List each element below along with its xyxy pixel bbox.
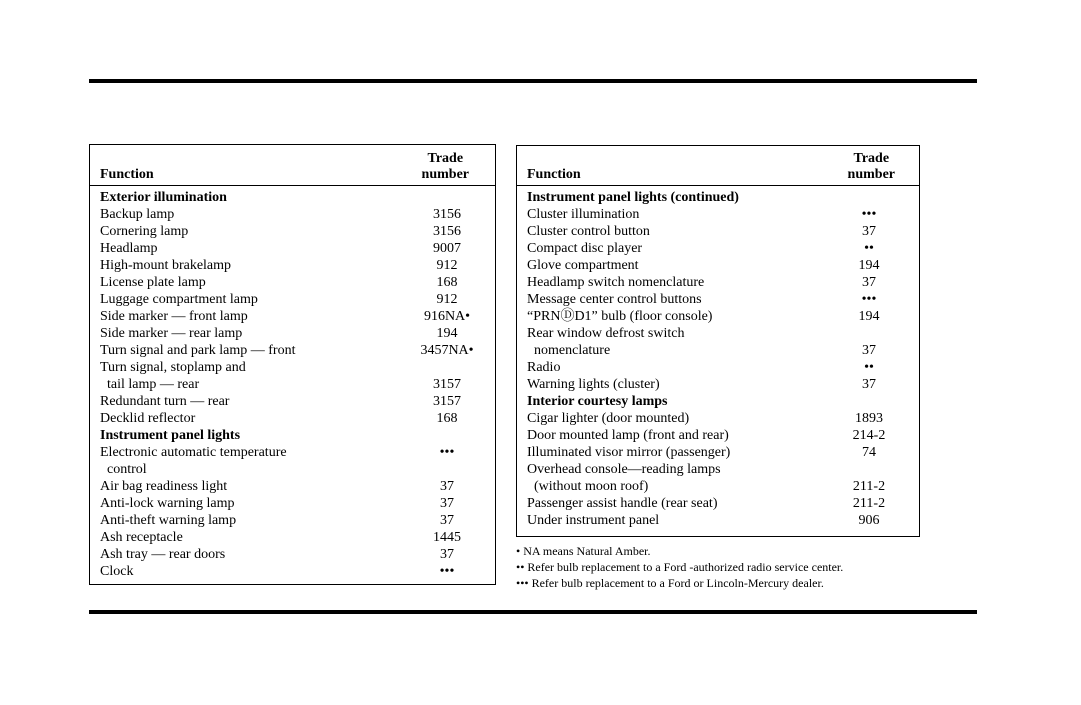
function-cell: Under instrument panel: [527, 513, 660, 528]
function-cell: Turn signal, stoplamp and: [100, 360, 246, 375]
table-row: [517, 206, 919, 223]
table-row: [517, 240, 919, 257]
function-cell: Cluster control button: [527, 224, 650, 239]
trade-number-cell: 194: [858, 258, 880, 273]
bulb-table-right: [516, 145, 920, 537]
bottom-rule: [89, 610, 977, 614]
trade-number-header: Trade number: [847, 151, 895, 182]
trade-number-cell: [819, 189, 919, 206]
trade-number-cell: 1893: [855, 411, 883, 426]
table-row: [90, 325, 495, 342]
trade-number-cell: 912: [436, 258, 458, 273]
trade-number-cell: 168: [436, 411, 458, 426]
trade-number-cell: •••: [439, 564, 455, 579]
table-row: [517, 325, 919, 342]
footnote: •• Refer bulb replacement to a Ford -authorized radio service center.: [516, 560, 844, 574]
function-cell: Backup lamp: [100, 207, 175, 222]
trade-number-cell: 37: [862, 275, 876, 290]
table-row: [90, 563, 495, 580]
table-row: [517, 342, 919, 359]
function-cell: High-mount brakelamp: [100, 258, 232, 273]
function-cell: Electronic automatic temperature: [100, 445, 287, 460]
function-cell: Headlamp switch nomenclature: [527, 275, 705, 290]
function-cell: Ash tray — rear doors: [100, 547, 226, 562]
table-row: [517, 376, 919, 393]
function-cell: (without moon roof): [534, 479, 649, 494]
function-cell: control: [107, 462, 147, 477]
function-cell: Compact disc player: [527, 241, 643, 256]
trade-number-cell: 3156: [433, 207, 461, 222]
function-header: Function: [100, 167, 154, 182]
trade-number-cell: 194: [858, 309, 880, 324]
table-row: [517, 444, 919, 461]
top-rule: [89, 79, 977, 83]
function-cell: Decklid reflector: [100, 411, 196, 426]
table-row: [90, 512, 495, 529]
function-cell: License plate lamp: [100, 275, 206, 290]
table-row: [90, 546, 495, 563]
function-cell: Anti-lock warning lamp: [100, 496, 235, 511]
function-cell: Cigar lighter (door mounted): [527, 411, 690, 426]
function-cell: Side marker — rear lamp: [100, 326, 243, 341]
function-cell: Overhead console—reading lamps: [527, 462, 721, 477]
trade-number-cell: •••: [439, 445, 455, 460]
trade-number-cell: 214-2: [852, 428, 886, 443]
section-heading-row: [517, 189, 919, 206]
trade-number-cell: [399, 359, 495, 376]
function-cell: Glove compartment: [527, 258, 639, 273]
trade-number-cell: [399, 189, 495, 206]
table-row: [90, 529, 495, 546]
trade-number-cell: 37: [440, 479, 454, 494]
function-cell: Anti-theft warning lamp: [100, 513, 237, 528]
footnote: ••• Refer bulb replacement to a Ford or Lincoln-Mercury dealer.: [516, 576, 824, 590]
function-cell: Air bag readiness light: [100, 479, 228, 494]
table-row: [90, 257, 495, 274]
function-cell: Message center control buttons: [527, 292, 702, 307]
footnote: • NA means Natural Amber.: [516, 544, 651, 558]
function-cell: Door mounted lamp (front and rear): [527, 428, 729, 443]
trade-number-cell: ••: [864, 360, 874, 375]
trade-number-cell: 37: [862, 377, 876, 392]
table-row: [517, 495, 919, 512]
bulb-table-left: [89, 144, 496, 585]
trade-number-cell: 906: [858, 513, 880, 528]
trade-number-cell: 37: [440, 496, 454, 511]
section-heading-row: [517, 393, 919, 410]
trade-number-cell: 3457NA•: [420, 343, 474, 358]
trade-number-cell: •••: [861, 292, 877, 307]
function-cell: Radio: [527, 360, 561, 375]
table-body: [517, 186, 919, 529]
trade-number-cell: 194: [436, 326, 458, 341]
trade-number-cell: [819, 393, 919, 410]
trade-number-cell: [819, 325, 919, 342]
function-cell: Ash receptacle: [100, 530, 183, 545]
trade-number-cell: [399, 461, 495, 478]
trade-number-cell: [399, 427, 495, 444]
table-row: [90, 461, 495, 478]
table-row: [517, 359, 919, 376]
table-row: [517, 291, 919, 308]
table-row: [517, 461, 919, 478]
table-header: [517, 146, 919, 186]
function-cell: Warning lights (cluster): [527, 377, 660, 392]
trade-number-cell: 37: [862, 224, 876, 239]
trade-number-cell: 9007: [433, 241, 461, 256]
trade-number-cell: [819, 461, 919, 478]
table-row: [90, 495, 495, 512]
trade-number-cell: •••: [861, 207, 877, 222]
function-cell: Rear window defrost switch: [527, 326, 685, 341]
table-row: [517, 410, 919, 427]
function-cell: Cornering lamp: [100, 224, 189, 239]
table-row: [90, 240, 495, 257]
table-row: [517, 308, 919, 325]
trade-number-cell: 3156: [433, 224, 461, 239]
function-cell: tail lamp — rear: [107, 377, 200, 392]
function-cell: nomenclature: [534, 343, 611, 358]
section-heading-row: [90, 427, 495, 444]
table-body: [90, 186, 495, 580]
function-cell: Clock: [100, 564, 134, 579]
trade-number-cell: 37: [862, 343, 876, 358]
trade-number-cell: 1445: [433, 530, 461, 545]
trade-number-cell: 37: [440, 547, 454, 562]
function-cell: Headlamp: [100, 241, 158, 256]
trade-number-cell: 37: [440, 513, 454, 528]
table-row: [90, 274, 495, 291]
function-cell: Cluster illumination: [527, 207, 640, 222]
function-cell: Side marker — front lamp: [100, 309, 248, 324]
table-row: [517, 257, 919, 274]
trade-number-cell: 168: [436, 275, 458, 290]
table-row: [90, 410, 495, 427]
table-row: [90, 393, 495, 410]
table-row: [517, 478, 919, 495]
function-cell: Exterior illumination: [100, 190, 227, 205]
section-heading-row: [90, 189, 495, 206]
function-cell: Passenger assist handle (rear seat): [527, 496, 718, 511]
trade-number-header: Trade number: [421, 151, 469, 182]
function-cell: Luggage compartment lamp: [100, 292, 258, 307]
table-row: [517, 274, 919, 291]
table-row: [90, 308, 495, 325]
function-cell: Redundant turn — rear: [100, 394, 230, 409]
trade-number-cell: 211-2: [852, 496, 886, 511]
footnotes: [516, 543, 843, 591]
function-header: Function: [527, 167, 581, 182]
trade-number-cell: 211-2: [852, 479, 886, 494]
trade-number-cell: 916NA•: [423, 309, 471, 324]
table-row: [90, 223, 495, 240]
table-row: [90, 444, 495, 461]
trade-number-cell: 3157: [433, 394, 461, 409]
function-cell: Illuminated visor mirror (passenger): [527, 445, 731, 460]
trade-number-cell: 3157: [433, 377, 461, 392]
function-cell: Instrument panel lights: [100, 428, 241, 443]
table-header: [90, 145, 495, 186]
table-row: [90, 359, 495, 376]
function-cell: Instrument panel lights (continued): [527, 190, 739, 205]
table-row: [517, 427, 919, 444]
table-row: [90, 206, 495, 223]
trade-number-cell: 74: [862, 445, 876, 460]
function-cell: Interior courtesy lamps: [527, 394, 668, 409]
table-row: [90, 478, 495, 495]
table-row: [90, 342, 495, 359]
table-row: [90, 376, 495, 393]
trade-number-cell: ••: [864, 241, 874, 256]
function-cell: Turn signal and park lamp — front: [100, 343, 296, 358]
table-row: [90, 291, 495, 308]
function-cell: “PRNⒹD1” bulb (floor console): [527, 309, 713, 324]
table-row: [517, 223, 919, 240]
table-row: [517, 512, 919, 529]
trade-number-cell: 912: [436, 292, 458, 307]
